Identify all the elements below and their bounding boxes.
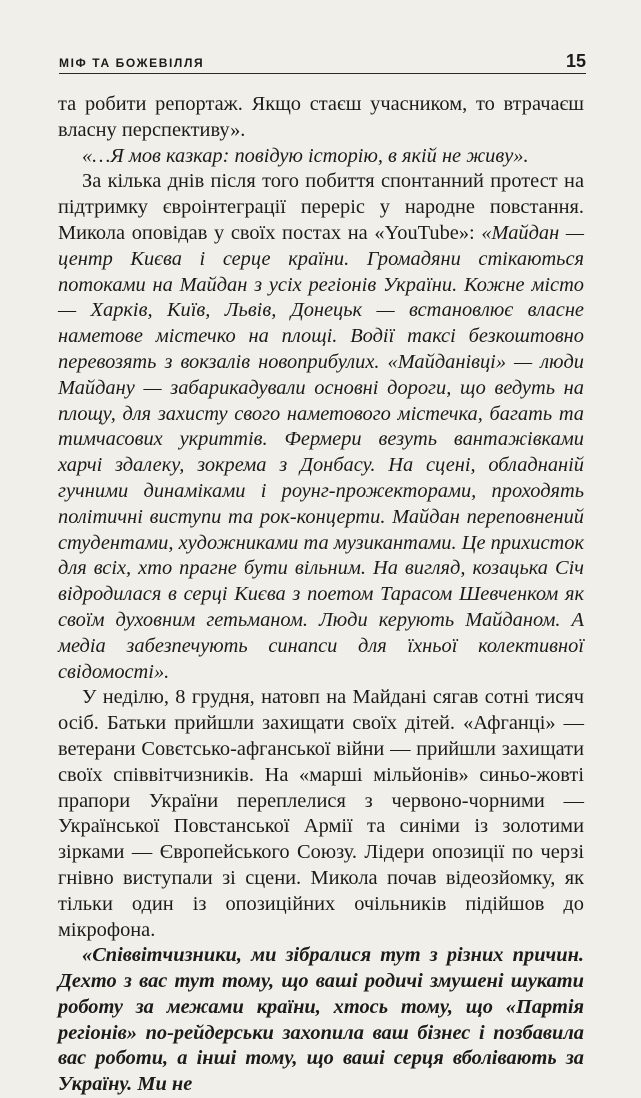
paragraph bbox=[58, 144, 584, 170]
running-title: МІФ ТА БОЖЕВІЛЛЯ bbox=[59, 56, 205, 70]
text-run: У неділю, 8 грудня, натовп на Майдані сягав сотні тисяч осіб. Батьки прийшли захищати своїх дітей. «Афганці» — ветерани Совєтсько-афганської війни — прийшли захищати своїх співвітчизників. На «марші мільйонів» синьо-жовті прапори України переплелися з червоно-чорними — Української Повстанської Армії та синіми із золотими зірками — Європейського Союзу. Лідери опозиції по черзі гнівно виступали зі сцени. Микола почав відеозйомку, як тільки один із опозиційних очільників підійшов до мікрофона. bbox=[58, 686, 584, 941]
running-header bbox=[59, 52, 586, 74]
text-run: За кілька днів після того побиття спонтанний протест на підтримку євроінтеграції переріс у народне повстання. Микола оповідав у своїх постах на «YouTube»: bbox=[58, 170, 584, 244]
paragraph bbox=[58, 92, 584, 144]
italic-quote: «Майдан — центр Києва і серце країни. Громадяни стікаються потоками на Майдан з усіх регіонів України. Кожне місто — Харків, Київ, Львів, Донецьк — встановлює власне наметове містечко на площі. Водії таксі безкоштовно перевозять з вокзалів новоприбулих. «Майданівці» — люди Майдану — забарикадували основні дороги, що ведуть на площу, для захисту свого наметового містечка, багать та тимчасових укриттів. Фермери везуть вантажівками харчі здалеку, зокрема з Донбасу. На сцені, обладнаній гучними динаміками і роунг-прожекторами, проходять політичні виступи та рок-концерти. Майдан переповнений студентами, художниками та музикантами. Це прихисток для всіх, хто прагне бути вільним. На вигляд, козацька Січ відродилася в серці Києва з поетом Тарасом Шевченком як своїм духовним гетьманом. Люди керують Майданом. А медіа забезпечують синапси для їхньої колективної свідомості». bbox=[58, 221, 585, 683]
paragraph bbox=[58, 169, 584, 685]
page-number: 15 bbox=[565, 51, 586, 71]
bold-italic-quote: «Співвітчизники, ми зібралися тут з різних причин. Дехто з вас тут тому, що ваші родичі змушені шукати роботу за межами країни, хтось тому, що «Партія регіонів» по-рейдерськи захопила ваш бізнес і позбавила вас роботи, а інші тому, що ваші серця вболівають за Україну. Ми не bbox=[58, 944, 584, 1096]
text-run: та робити репортаж. Якщо стаєш учасником, то втрачаєш власну перспективу». bbox=[58, 93, 584, 141]
paragraph bbox=[58, 943, 584, 1098]
body-text bbox=[58, 92, 584, 1098]
paragraph bbox=[58, 685, 584, 943]
italic-quote: «…Я мов казкар: повідую історію, в якій не живу». bbox=[82, 144, 529, 167]
